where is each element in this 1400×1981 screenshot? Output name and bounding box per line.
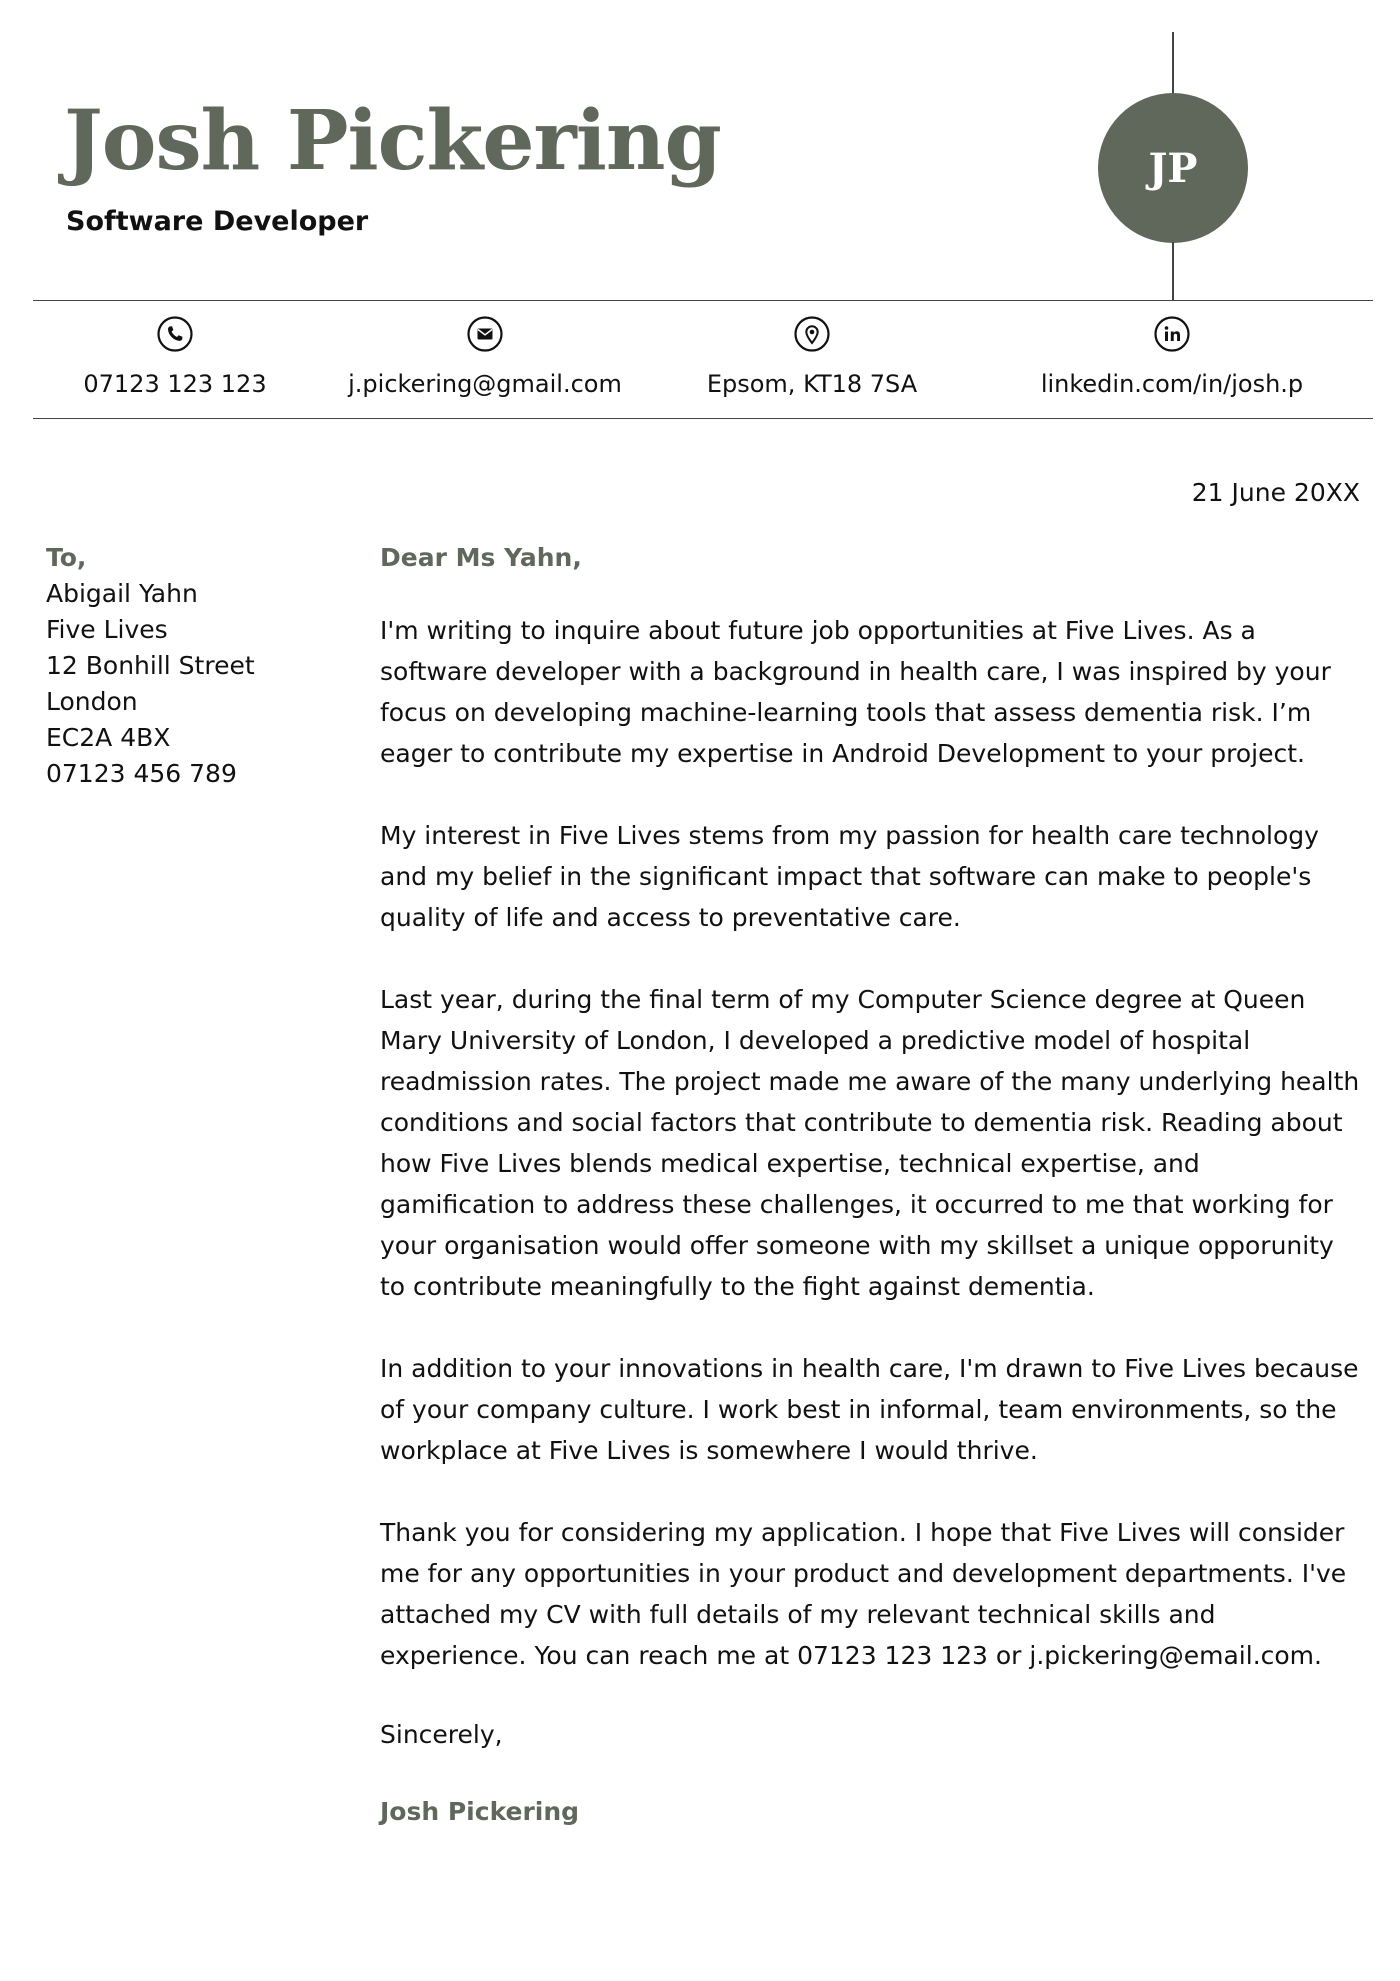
contact-location [642,316,982,398]
recipient-address [46,540,346,792]
contact-phone [5,316,345,398]
contact-location-text: Epsom, KT18 7SA [706,370,918,398]
letter-paragraph: I'm writing to inquire about future job opportunities at Five Lives. As a software developer with a background in health care, I was inspired by your focus on developing machine-learning tools that assess dementia risk. I’m eager to contribute my expertise in Android Development to your project. [380,616,1331,768]
contact-phone-text: 07123 123 123 [83,370,267,398]
letter-body [380,540,1360,1830]
email-icon [467,316,503,352]
closing: Sincerely, [380,1720,503,1749]
monogram-badge [1098,93,1248,243]
monogram-initials: JP [1148,144,1198,192]
contact-linkedin-text: linkedin.com/in/josh.p [1040,370,1304,398]
contact-divider-bottom [33,418,1373,419]
recipient-street: 12 Bonhill Street [46,651,255,680]
recipient-city: London [46,687,138,716]
contact-email-text: j.pickering@gmail.com [348,370,622,398]
job-title: Software Developer [66,206,369,237]
recipient-phone: 07123 456 789 [46,759,237,788]
recipient-company: Five Lives [46,615,168,644]
applicant-name: Josh Pickering [64,93,721,189]
letter-paragraph: Thank you for considering my application. I hope that Five Lives will consider me for any opportunities in your product and development departments. I've attached my CV with full details of my relevant technical skills and experience. You can reach me at 07123 123 123 or j.pickering@email.com. [380,1518,1347,1670]
contact-linkedin [1002,316,1342,398]
linkedin-icon [1154,316,1190,352]
salutation: Dear Ms Yahn, [380,543,582,572]
phone-icon [157,316,193,352]
recipient-postcode: EC2A 4BX [46,723,171,752]
location-pin-icon [794,316,830,352]
contact-divider-top [33,300,1373,301]
letter-date: 21 June 20XX [1191,478,1360,507]
contact-email [315,316,655,398]
letter-paragraph: My interest in Five Lives stems from my passion for health care technology and my belief in the significant impact that software can make to people's quality of life and access to preventative care. [380,821,1319,932]
monogram-connector-top [1172,32,1174,94]
monogram-connector-bottom [1172,242,1174,301]
recipient-label: To, [46,543,87,572]
letter-paragraph: In addition to your innovations in health care, I'm drawn to Five Lives because of your company culture. I work best in informal, team environments, so the workplace at Five Lives is somewhere I would thrive. [380,1354,1359,1465]
letter-paragraph: Last year, during the final term of my Computer Science degree at Queen Mary University of London, I developed a predictive model of hospital readmission rates. The project made me aware of the many underlying health conditions and social factors that contribute to dementia risk. Reading about how Five Lives blends medical expertise, technical expertise, and gamification to address these challenges, it occurred to me that working for your organisation would offer someone with my skillset a unique opporunity to contribute meaningfully to the fight against dementia. [380,985,1360,1301]
recipient-name: Abigail Yahn [46,579,198,608]
signature-name: Josh Pickering [380,1797,580,1826]
